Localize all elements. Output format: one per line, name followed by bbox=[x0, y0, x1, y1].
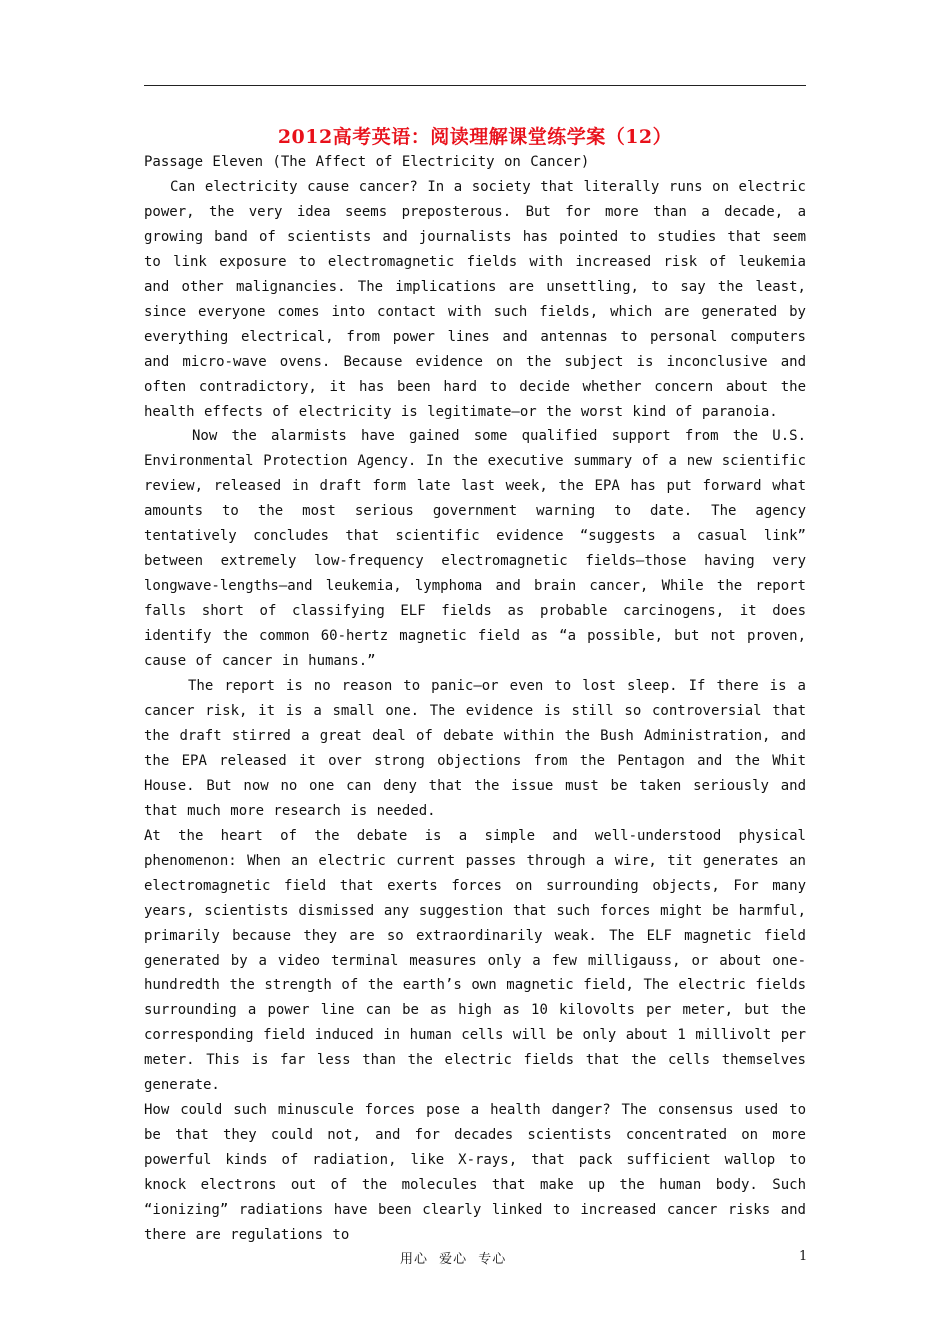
paragraph-3: The report is no reason to panic—or even to lost sleep. If there is a cancer risk, it is a small one. The evidence is still so controversial that the draft stirred a great deal of debate within the Bush Administration, and the EPA released it over strong objections from the Pentagon and the Whit House. But now no one can deny that the issue must be taken seriously and that much more research is needed. bbox=[144, 678, 806, 819]
page-number: 1 bbox=[799, 1249, 808, 1264]
passage-subtitle: Passage Eleven (The Affect of Electricity on Cancer) bbox=[144, 154, 590, 170]
paragraph-4: At the heart of the debate is a simple and well-understood physical phenomenon: When an electric current passes through a wire, tit generates an electromagnetic field that exerts forces on surrounding objects, For many years, scientists dismissed any suggestion that such forces might be harmful, primarily because they are so extraordinarily weak. The ELF magnetic field generated by a video terminal measures only a few milligauss, or about one-hundredth the strength of the earth’s own magnetic field, The electric fields surrounding a power line can be as high as 10 kilovolts per meter, but the corresponding field induced in human cells will be only about 1 millivolt per meter. This is far less than the electric fields that the cells themselves generate. bbox=[144, 827, 806, 1094]
paragraph-2: Now the alarmists have gained some qualified support from the U.S. Environmental Protection Agency. In the executive summary of a new scientific review, released in draft form late last week, the EPA has put forward what amounts to the most serious government warning to date. The agency tentatively concludes that scientific evidence “suggests a casual link” between extremely low-frequency electromagnetic fields—those having very longwave-lengths—and leukemia, lymphoma and brain cancer, While the report falls short of classifying ELF fields as probable carcinogens, it does identify the common 60-hertz magnetic field as “a possible, but not proven, cause of cancer in humans.” bbox=[144, 428, 806, 670]
header-rule bbox=[144, 85, 806, 86]
paragraph-1: Can electricity cause cancer? In a society that literally runs on electric power, the very idea seems preposterous. But for more than a decade, a growing band of scientists and journalists has pointed to studies that seem to link exposure to electromagnetic fields with increased risk of leukemia and other malignancies. The implications are unsettling, to say the least, since everyone comes into contact with such fields, which are generated by everything electrical, from power lines and antennas to personal computers and micro-wave ovens. Because evidence on the subject is inconclusive and often contradictory, it has been hard to decide whether concern about the health effects of electricity is legitimate—or the worst kind of paranoia. bbox=[144, 178, 806, 420]
paragraph-5: How could such minuscule forces pose a health danger? The consensus used to be that they could not, and for decades scientists concentrated on more powerful kinds of radiation, like X-rays, that pack sufficient wallop to knock electrons out of the molecules that make up the human body. Such “ionizing” radiations have been clearly linked to increased cancer risks and there are regulations to bbox=[144, 1102, 806, 1243]
document-body bbox=[144, 150, 806, 1248]
page-title: 2012高考英语：阅读理解课堂练学案（12） bbox=[277, 126, 673, 148]
footer-motto: 用心 爱心 专心 bbox=[400, 1252, 507, 1267]
